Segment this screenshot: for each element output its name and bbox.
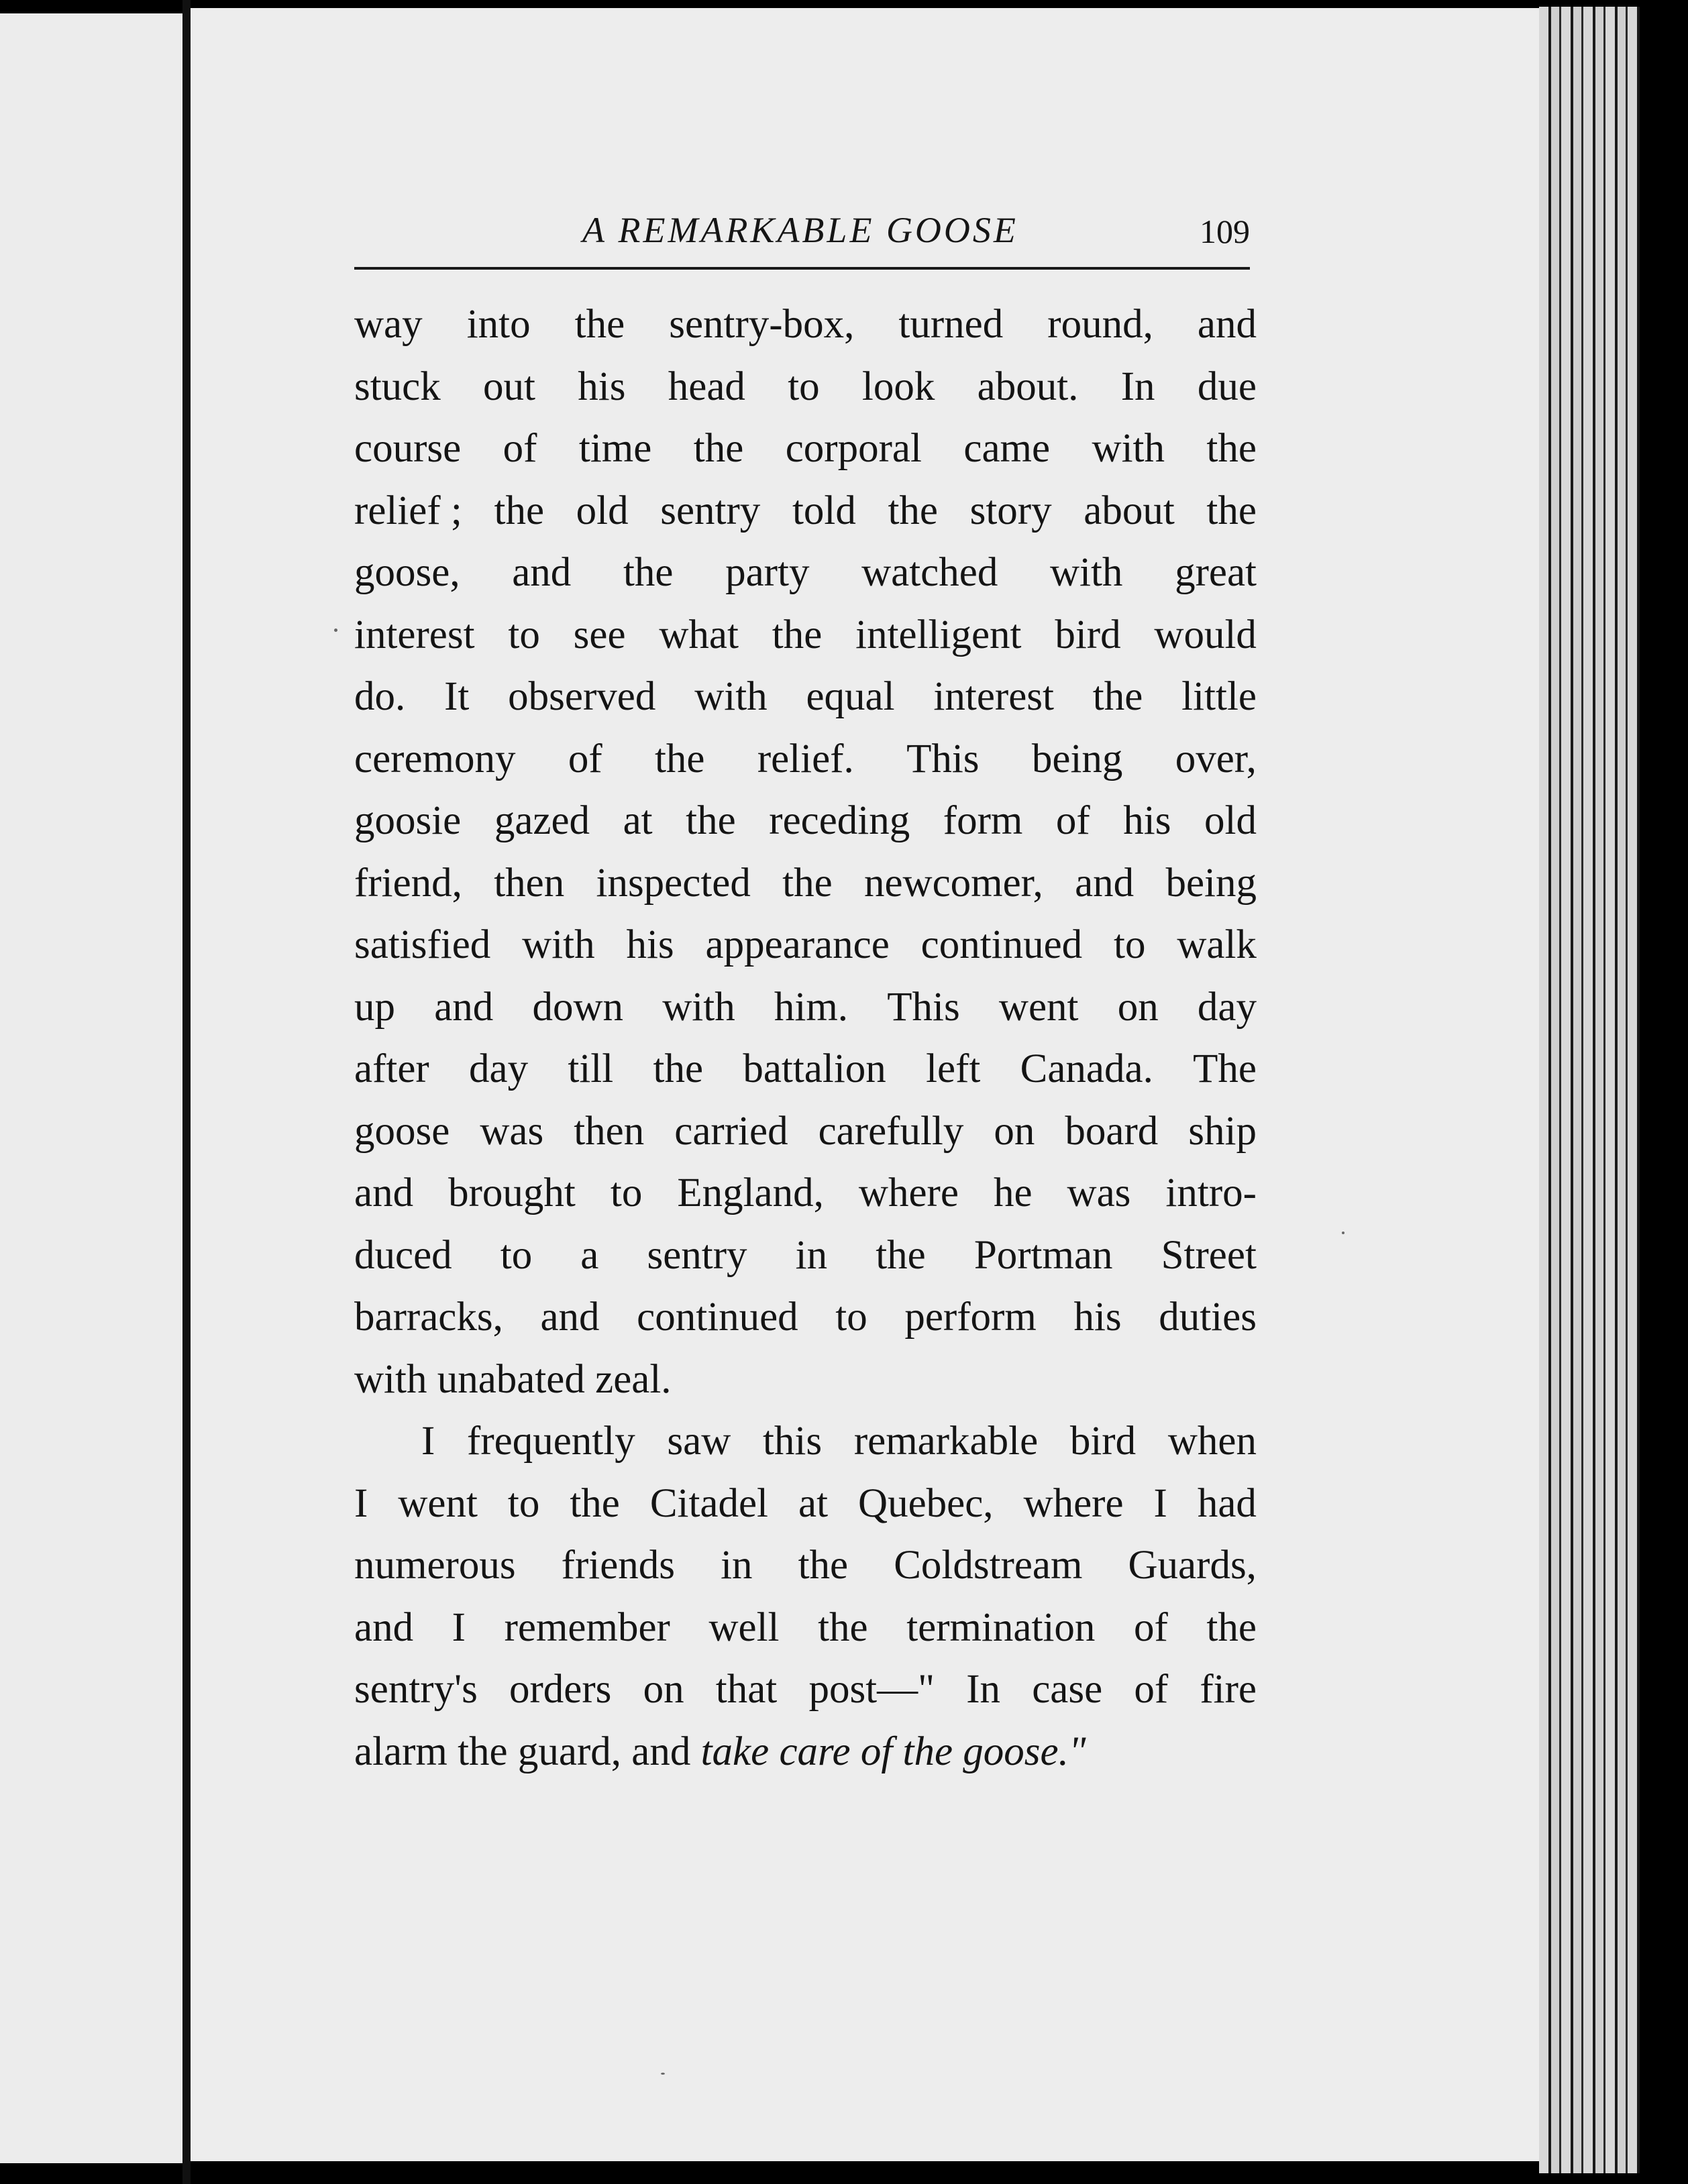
text-line-final <box>354 1721 1257 1784</box>
word: the <box>570 1480 620 1526</box>
text-line <box>354 666 1257 728</box>
word: up <box>354 984 395 1030</box>
word: case <box>1032 1667 1103 1712</box>
word: intelligent <box>855 612 1022 657</box>
word: duties <box>1159 1295 1257 1340</box>
word: satisfied <box>354 922 491 967</box>
word: the <box>1206 426 1257 471</box>
word: was <box>1067 1170 1131 1215</box>
word: this <box>762 1419 823 1464</box>
word: fire <box>1200 1667 1257 1712</box>
word: Canada. <box>1020 1046 1153 1091</box>
word: I <box>421 1419 435 1464</box>
word: interest <box>933 674 1054 719</box>
word: continued <box>920 922 1083 967</box>
word: went <box>398 1480 478 1526</box>
text-line <box>354 728 1257 791</box>
word: old <box>576 488 629 533</box>
word: then <box>494 860 565 906</box>
word: being <box>1031 736 1123 781</box>
word: form <box>943 798 1023 843</box>
word: In <box>966 1667 1001 1712</box>
word: story <box>969 488 1052 533</box>
text-line <box>354 977 1257 1039</box>
text-line <box>354 480 1257 543</box>
word: goose <box>354 1108 450 1154</box>
word: to <box>1114 922 1146 967</box>
word: walk <box>1177 922 1257 967</box>
word: frequently <box>467 1419 635 1464</box>
word: It <box>444 674 470 719</box>
word: sentry-box, <box>669 302 855 347</box>
word: board <box>1065 1108 1159 1154</box>
word: orders <box>509 1667 612 1712</box>
word: over, <box>1175 736 1257 781</box>
word: numerous <box>354 1543 516 1588</box>
word: In <box>1120 364 1155 409</box>
word: due <box>1197 364 1257 409</box>
header-rule <box>354 267 1250 270</box>
word: at <box>798 1480 829 1526</box>
word: with <box>694 674 768 719</box>
running-head <box>354 201 1250 275</box>
word: of <box>503 426 537 471</box>
word: where <box>858 1170 959 1215</box>
word: at <box>623 798 653 843</box>
word: where <box>1023 1480 1124 1526</box>
word: carefully <box>818 1108 964 1154</box>
word: friend, <box>354 860 462 906</box>
word: day <box>1197 984 1257 1030</box>
word: left <box>926 1046 981 1091</box>
word: on <box>994 1108 1035 1154</box>
word: intro- <box>1165 1170 1257 1215</box>
text-line <box>354 1287 1257 1349</box>
word: receding <box>769 798 910 843</box>
word: This <box>906 736 980 781</box>
word: out <box>483 364 535 409</box>
book-gutter <box>182 0 191 2184</box>
word: little <box>1181 674 1257 719</box>
word: inspected <box>596 860 751 906</box>
word: look <box>861 364 935 409</box>
word: the <box>574 302 625 347</box>
word: remarkable <box>853 1419 1039 1464</box>
text-line <box>354 790 1257 853</box>
word: with unabated zeal. <box>354 1356 672 1402</box>
word: the <box>686 798 736 843</box>
left-page-margin <box>0 13 182 2163</box>
word: the <box>772 612 823 657</box>
word: told <box>792 488 856 533</box>
word: friends <box>561 1543 676 1588</box>
word: duced <box>354 1232 452 1278</box>
text-line <box>354 1411 1257 1473</box>
word: England, <box>677 1170 824 1215</box>
word: of <box>1133 1604 1168 1650</box>
word: of <box>1055 798 1090 843</box>
word: Portman <box>973 1232 1113 1278</box>
word: with <box>662 984 735 1030</box>
word: came <box>963 426 1051 471</box>
text-line <box>354 356 1257 419</box>
word: Guards, <box>1128 1543 1257 1588</box>
word: to <box>508 612 540 657</box>
word: was <box>480 1108 544 1154</box>
word: he <box>993 1170 1033 1215</box>
word: do. <box>354 674 406 719</box>
word: carried <box>674 1108 788 1154</box>
text-line <box>354 1473 1257 1535</box>
word: went <box>998 984 1079 1030</box>
word: the <box>876 1232 926 1278</box>
word: a <box>580 1232 599 1278</box>
word: newcomer, <box>863 860 1043 906</box>
word: being <box>1165 860 1257 906</box>
word: in <box>795 1232 828 1278</box>
word: saw <box>667 1419 731 1464</box>
word: the <box>1092 674 1143 719</box>
scan-speck <box>661 2073 665 2075</box>
word: time <box>578 426 652 471</box>
text-line <box>354 1225 1257 1287</box>
word: and <box>1075 860 1135 906</box>
word: on <box>1117 984 1159 1030</box>
page-edges <box>1539 7 1640 2173</box>
word: into <box>466 302 531 347</box>
word: relief. <box>757 736 854 781</box>
word: and <box>354 1604 414 1650</box>
word: Coldstream <box>894 1543 1083 1588</box>
word: way <box>354 302 423 347</box>
word: The <box>1193 1046 1257 1091</box>
text-line <box>354 1162 1257 1225</box>
word: that <box>715 1667 778 1712</box>
word: battalion <box>743 1046 886 1091</box>
word: the <box>818 1604 868 1650</box>
word: ship <box>1188 1108 1257 1154</box>
text-line <box>354 1038 1257 1101</box>
word: course <box>354 426 462 471</box>
word: the <box>623 550 674 595</box>
word: perform <box>904 1295 1037 1340</box>
word: on <box>643 1667 684 1712</box>
word: to <box>610 1170 643 1215</box>
word: till <box>568 1046 614 1091</box>
word: the <box>782 860 833 906</box>
word: with <box>1092 426 1165 471</box>
word: had <box>1197 1480 1257 1526</box>
word: equal <box>806 674 895 719</box>
word: sentry <box>647 1232 747 1278</box>
word: when <box>1167 1419 1257 1464</box>
text-line <box>354 914 1257 977</box>
running-title: A REMARKABLE GOOSE <box>582 210 1018 250</box>
word: see <box>573 612 626 657</box>
word: the <box>654 736 705 781</box>
text-line <box>354 1535 1257 1597</box>
text-line <box>354 294 1257 356</box>
word: about <box>1084 488 1175 533</box>
word: of <box>568 736 602 781</box>
word: sentry's <box>354 1667 478 1712</box>
final-line-plain: alarm the guard, and <box>354 1729 691 1774</box>
text-line <box>354 853 1257 915</box>
word: appearance <box>705 922 890 967</box>
word: gazed <box>494 798 590 843</box>
page-number: 109 <box>1200 213 1250 250</box>
text-line <box>354 1597 1257 1659</box>
word: him. <box>774 984 849 1030</box>
word: goose, <box>354 550 460 595</box>
word: party <box>725 550 810 595</box>
scan-speck <box>1342 1232 1344 1234</box>
word: of <box>1134 1667 1169 1712</box>
word: interest <box>354 612 475 657</box>
word: the <box>888 488 938 533</box>
word: his <box>578 364 626 409</box>
word: to <box>507 1480 540 1526</box>
word: with <box>522 922 595 967</box>
word: with <box>1049 550 1123 595</box>
word: and <box>1197 302 1257 347</box>
word: continued <box>637 1295 798 1340</box>
word: bird <box>1069 1419 1137 1464</box>
text-line <box>354 418 1257 480</box>
word: his <box>1073 1295 1122 1340</box>
word: sentry <box>660 488 761 533</box>
word: termination <box>906 1604 1096 1650</box>
word: round, <box>1047 302 1153 347</box>
word: remember <box>504 1604 670 1650</box>
word: observed <box>508 674 656 719</box>
word: his <box>626 922 674 967</box>
scan-speck <box>334 629 337 632</box>
word: the <box>693 426 744 471</box>
word: and <box>354 1170 414 1215</box>
word: great <box>1175 550 1257 595</box>
word: the <box>653 1046 704 1091</box>
text-line <box>354 1659 1257 1721</box>
word: and <box>512 550 572 595</box>
word: the <box>494 488 545 533</box>
word: day <box>469 1046 529 1091</box>
word: turned <box>898 302 1004 347</box>
word: brought <box>448 1170 576 1215</box>
word: barracks, <box>354 1295 503 1340</box>
word: corporal <box>785 426 922 471</box>
word: This <box>887 984 960 1030</box>
word: relief ; <box>354 488 462 533</box>
word: down <box>532 984 624 1030</box>
text-line <box>354 604 1257 667</box>
word: after <box>354 1046 429 1091</box>
word: in <box>721 1543 753 1588</box>
word: post—" <box>808 1667 935 1712</box>
word: the <box>1206 1604 1257 1650</box>
word: bird <box>1055 612 1121 657</box>
word: watched <box>861 550 998 595</box>
word: to <box>835 1295 867 1340</box>
text-line <box>354 1349 1257 1411</box>
body-text <box>354 294 1257 1783</box>
word: and <box>434 984 494 1030</box>
word: to <box>500 1232 533 1278</box>
word: I <box>1153 1480 1167 1526</box>
word: would <box>1154 612 1257 657</box>
word: about. <box>977 364 1079 409</box>
word: stuck <box>354 364 441 409</box>
text-line <box>354 542 1257 604</box>
word: Citadel <box>649 1480 769 1526</box>
word: Street <box>1161 1232 1257 1278</box>
word: the <box>798 1543 849 1588</box>
word: then <box>574 1108 645 1154</box>
word: to <box>788 364 820 409</box>
word: the <box>1206 488 1257 533</box>
word: ceremony <box>354 736 516 781</box>
word: goosie <box>354 798 462 843</box>
word: what <box>659 612 739 657</box>
word: old <box>1204 798 1257 843</box>
final-line-italic: take care of the goose." <box>700 1729 1086 1774</box>
word: I <box>452 1604 466 1650</box>
word: I <box>354 1480 368 1526</box>
word: Quebec, <box>858 1480 994 1526</box>
word: his <box>1123 798 1171 843</box>
word: well <box>708 1604 780 1650</box>
word: and <box>540 1295 600 1340</box>
text-line <box>354 1101 1257 1163</box>
word: head <box>668 364 745 409</box>
